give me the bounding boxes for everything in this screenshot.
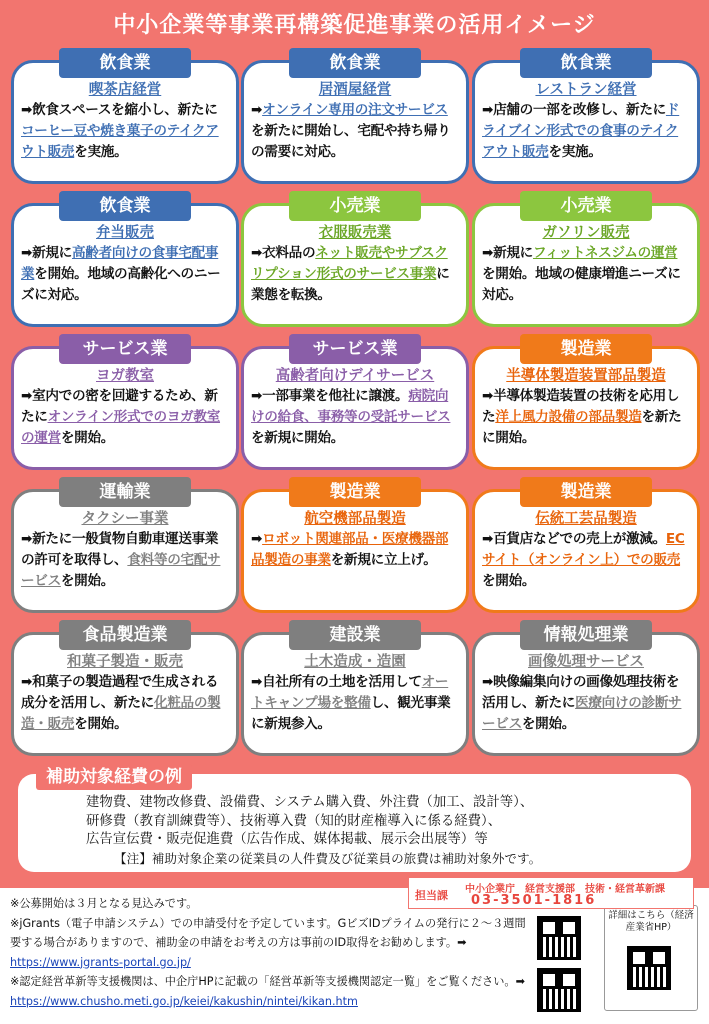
chusho-link[interactable]: https://www.chusho.meti.go.jp/keiei/kakushin/nintei/kikan.htm [10, 994, 358, 1008]
qr-caption: 詳細はこちら（経済産業省HP） [608, 910, 694, 933]
example-card-izakaya [241, 53, 469, 184]
eligible-expenses-list: 建物費、建物改修費、設備費、システム購入費、外注費（加工、設計等）、 研修費（教育訓練費等）、技術導入費（知的財産権導入に係る経費）、 広告宣伝費・販売促進費（広告作成、媒体掲載、展示会出展等）等 【注】補助対象企業の従業員の人件費及び従業員の旅費は補助対象外です。 [86, 794, 541, 868]
page-title: 中小企業等事業再構築促進事業の活用イメージ [113, 13, 596, 38]
example-card-wagashi [11, 625, 239, 756]
card-description: ➡飲食スペースを縮小し、新たにコーヒー豆や焼き菓子のテイクアウト販売を実施。 [21, 102, 219, 160]
card-highlight: オンライン専用の注文サービス [262, 102, 448, 118]
card-title: 喫茶店経営 [88, 82, 162, 98]
industry-tag: 飲食業 [59, 48, 191, 78]
card-description: ➡新規にフィットネスジムの運営を開始。地域の健康増進ニーズに対応。 [482, 245, 681, 303]
card-highlight: ロボット関連部品・医療機器部品製造の事業 [251, 531, 449, 568]
contact-phone: 03-3501-1816 [471, 893, 597, 908]
contact-label: 担当課 [415, 889, 448, 902]
card-highlight: 食料等の宅配サービス [21, 552, 221, 589]
example-card-semiconductor [472, 339, 700, 470]
industry-tag: サービス業 [289, 334, 421, 364]
card-description: ➡店舗の一部を改修し、新たにドライブイン形式での食事のテイクアウト販売を実施。 [482, 102, 680, 160]
example-card-gasoline [472, 196, 700, 327]
contact-org: 中小企業庁 経営支援部 技術・経営革新課 [465, 884, 665, 895]
card-description: ➡ロボット関連部品・医療機器部品製造の事業を新規に立上げ。 [251, 531, 449, 568]
example-card-taxi [11, 482, 239, 613]
industry-tag: 建設業 [289, 620, 421, 650]
industry-tag: 製造業 [520, 477, 652, 507]
card-description: ➡新規に高齢者向けの食事宅配事業を開始。地域の高齢化へのニーズに対応。 [21, 245, 221, 303]
card-description: ➡室内での密を回避するため、新たにオンライン形式でのヨガ教室の運営を開始。 [21, 388, 221, 446]
card-highlight: 病院向けの給食、事務等の受託サービス [251, 388, 451, 425]
card-description: ➡百貨店などでの売上が激減。ECサイト（オンライン上）での販売を開始。 [482, 531, 685, 589]
card-highlight: 高齢者向けの食事宅配事業 [21, 245, 219, 282]
card-title: 居酒屋経営 [318, 82, 392, 98]
industry-tag: 飲食業 [520, 48, 652, 78]
card-highlight: フィットネスジムの運営 [532, 245, 678, 261]
card-description: ➡自社所有の土地を活用してオートキャンプ場を整備し、観光事業に新規参入。 [251, 674, 451, 732]
card-description: ➡新たに一般貨物自動車運送事業の許可を取得し、食料等の宅配サービスを開始。 [21, 531, 221, 589]
card-title: レストラン経営 [535, 82, 637, 98]
industry-tag: 運輸業 [59, 477, 191, 507]
card-highlight: オンライン形式でのヨガ教室の運営 [21, 409, 221, 446]
industry-tag: 小売業 [520, 191, 652, 221]
industry-tag: 製造業 [289, 477, 421, 507]
card-highlight: コーヒー豆や焼き菓子のテイクアウト販売 [21, 123, 219, 160]
card-title: 弁当販売 [96, 225, 154, 241]
example-card-restaurant [472, 53, 700, 184]
card-description: ➡衣料品のネット販売やサブスクリプション形式のサービス事業に業態を転換。 [251, 245, 450, 303]
card-description: ➡オンライン専用の注文サービスを新たに開始し、宅配や持ち帰りの需要に対応。 [251, 102, 451, 160]
card-title: 伝統工芸品製造 [535, 511, 637, 527]
card-title: 画像処理サービス [528, 654, 644, 670]
eligible-expenses-box [18, 767, 691, 872]
industry-tag: 食品製造業 [59, 620, 191, 650]
card-highlight: 洋上風力設備の部品製造 [495, 409, 642, 425]
card-title: 航空機部品製造 [304, 511, 406, 527]
meti-hp-qr-box [604, 905, 698, 1011]
card-description: ➡和菓子の製造過程で生成される成分を活用し、新たに化粧品の製造・販売を開始。 [21, 674, 221, 732]
industry-tag: 製造業 [520, 334, 652, 364]
notes-text: ※公募開始は３月となる見込みです。 ※jGrants（電子申請システム）での申請受付を予定しています。GビズIDプライムの発行に２～３週間要する場合がありますので、補助金の申請をお考えの方は事前のID取得をお勧めします。➡ https://www.jgrants-portal.go.jp/ ※認定経営革新等支援機関は、中企庁HPに記載の「経営革新等支援機関認定一覧」をご覧ください。➡ https://www.chusho.meti.go.jp/keiei/kakushin/nintei/kikan.htm [10, 897, 526, 1008]
example-card-imaging [472, 625, 700, 756]
contact-box [408, 877, 694, 909]
card-highlight: 医療向けの診断サービス [482, 695, 682, 732]
example-card-aircraft [241, 482, 469, 613]
example-card-bento [11, 196, 239, 327]
card-title: 土木造成・造園 [304, 654, 406, 670]
expenses-note: 【注】補助対象企業の従業員の人件費及び従業員の旅費は補助対象外です。 [114, 850, 542, 866]
qr-code-meti[interactable] [627, 946, 671, 990]
card-title: ヨガ教室 [96, 368, 154, 384]
card-title: タクシー事業 [81, 511, 169, 527]
card-highlight: ECサイト（オンライン上）での販売 [482, 531, 685, 568]
industry-tag: 小売業 [289, 191, 421, 221]
card-description: ➡映像編集向けの画像処理技術を活用し、新たに医療向けの診断サービスを開始。 [482, 674, 682, 732]
card-title: 半導体製造装置部品製造 [506, 368, 666, 384]
card-highlight: 化粧品の製造・販売 [21, 695, 221, 732]
jgrants-link[interactable]: https://www.jgrants-portal.go.jp/ [10, 955, 191, 969]
industry-tag: 飲食業 [289, 48, 421, 78]
card-highlight: ドライブイン形式での食事のテイクアウト販売 [482, 102, 680, 160]
card-description: ➡一部事業を他社に譲渡。病院向けの給食、事務等の受託サービスを新規に開始。 [251, 388, 451, 446]
card-title: 衣服販売業 [318, 225, 392, 241]
card-title: 和菓子製造・販売 [67, 654, 183, 670]
qr-code-jgrants[interactable] [537, 916, 581, 960]
card-title: 高齢者向けデイサービス [275, 368, 435, 384]
example-card-cafe [11, 53, 239, 184]
example-card-crafts [472, 482, 700, 613]
eligible-expenses-label: 補助対象経費の例 [36, 764, 192, 790]
example-card-yoga [11, 339, 239, 470]
qr-code-chusho[interactable] [537, 968, 581, 1012]
card-title: ガソリン販売 [542, 225, 630, 241]
example-card-clothing [241, 196, 469, 327]
example-card-dayservice [241, 339, 469, 470]
card-highlight: オートキャンプ場を整備 [251, 674, 449, 711]
card-highlight: ネット販売やサブスクリプション形式のサービス事業 [251, 245, 448, 282]
industry-tag: 情報処理業 [520, 620, 652, 650]
card-description: ➡半導体製造装置の技術を応用した洋上風力設備の部品製造を新たに開始。 [482, 388, 682, 446]
example-card-construction [241, 625, 469, 756]
industry-tag: 飲食業 [59, 191, 191, 221]
industry-tag: サービス業 [59, 334, 191, 364]
